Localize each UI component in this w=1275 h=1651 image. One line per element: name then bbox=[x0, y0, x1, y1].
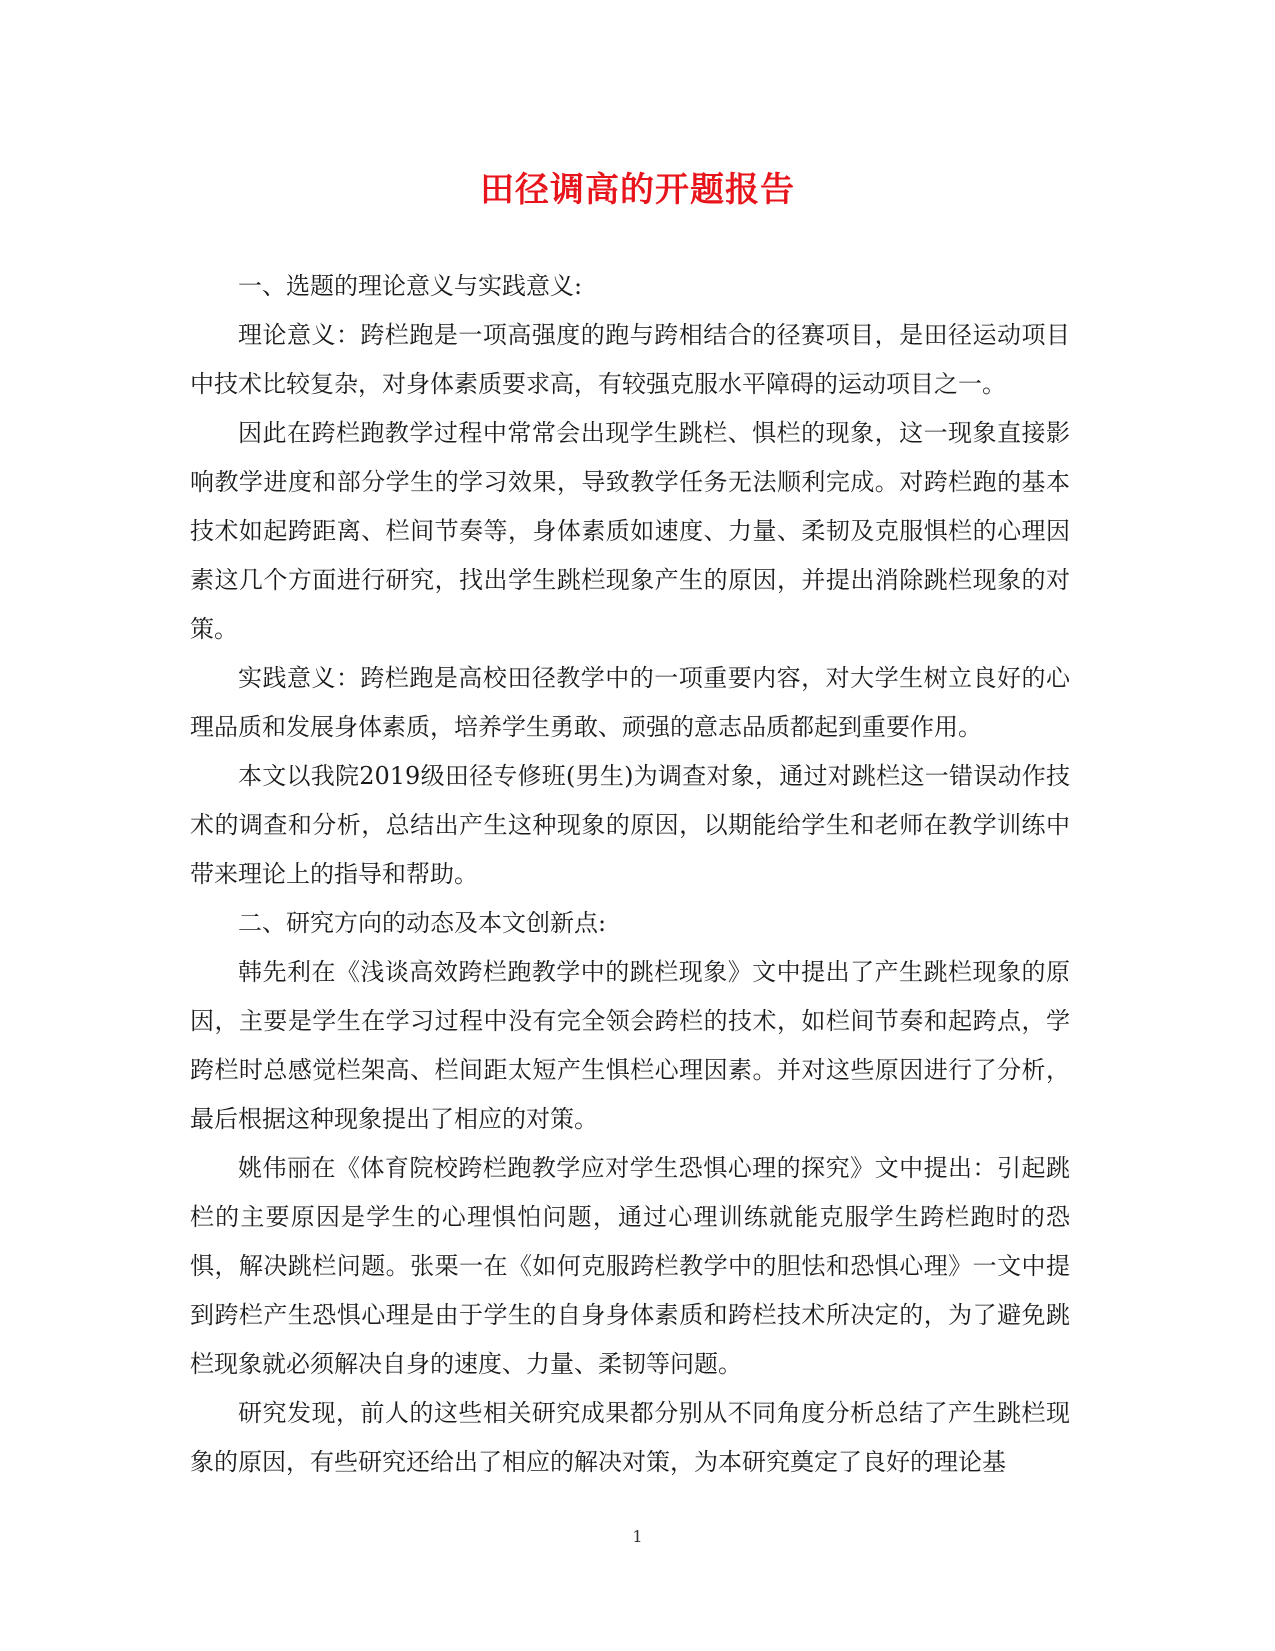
paragraph-literature-han: 韩先利在《浅谈高效跨栏跑教学中的跳栏现象》文中提出了产生跳栏现象的原因，主要是学生在学习过程中没有完全领会跨栏的技术，如栏间节奏和起跨点，学跨栏时总感觉栏架高、栏间距太短产生惧栏心理因素。并对这些原因进行了分析，最后根据这种现象提出了相应的对策。 bbox=[190, 958, 1070, 1133]
document-body bbox=[190, 262, 1070, 1487]
section-heading-2: 二、研究方向的动态及本文创新点: bbox=[238, 909, 607, 937]
paragraph-study-object: 本文以我院2019级田径专修班(男生)为调查对象，通过对跳栏这一错误动作技术的调查和分析，总结出产生这种现象的原因，以期能给学生和老师在教学训练中带来理论上的指导和帮助。 bbox=[190, 762, 1070, 888]
paragraph-research-findings: 研究发现，前人的这些相关研究成果都分别从不同角度分析总结了产生跳栏现象的原因，有些研究还给出了相应的解决对策，为本研究奠定了良好的理论基 bbox=[190, 1399, 1070, 1476]
paragraph-theoretical-significance: 理论意义：跨栏跑是一项高强度的跑与跨相结合的径赛项目，是田径运动项目中技术比较复杂，对身体素质要求高，有较强克服水平障碍的运动项目之一。 bbox=[190, 321, 1070, 398]
document-title: 田径调高的开题报告 bbox=[480, 170, 795, 210]
paragraph-literature-yao-zhang: 姚伟丽在《体育院校跨栏跑教学应对学生恐惧心理的探究》文中提出：引起跳栏的主要原因是学生的心理惧怕问题，通过心理训练就能克服学生跨栏跑时的恐惧，解决跳栏问题。张栗一在《如何克服跨栏教学中的胆怯和恐惧心理》一文中提到跨栏产生恐惧心理是由于学生的自身身体素质和跨栏技术所决定的，为了避免跳栏现象就必须解决自身的速度、力量、柔韧等问题。 bbox=[190, 1154, 1070, 1378]
page-number: 1 bbox=[632, 1527, 643, 1546]
paragraph-problem-statement: 因此在跨栏跑教学过程中常常会出现学生跳栏、惧栏的现象，这一现象直接影响教学进度和部分学生的学习效果，导致教学任务无法顺利完成。对跨栏跑的基本技术如起跨距离、栏间节奏等，身体素质如速度、力量、柔韧及克服惧栏的心理因素这几个方面进行研究，找出学生跳栏现象产生的原因，并提出消除跳栏现象的对策。 bbox=[190, 419, 1070, 643]
paragraph-practical-significance: 实践意义：跨栏跑是高校田径教学中的一项重要内容，对大学生树立良好的心理品质和发展身体素质，培养学生勇敢、顽强的意志品质都起到重要作用。 bbox=[190, 664, 1070, 741]
section-heading-1: 一、选题的理论意义与实践意义: bbox=[238, 272, 583, 300]
